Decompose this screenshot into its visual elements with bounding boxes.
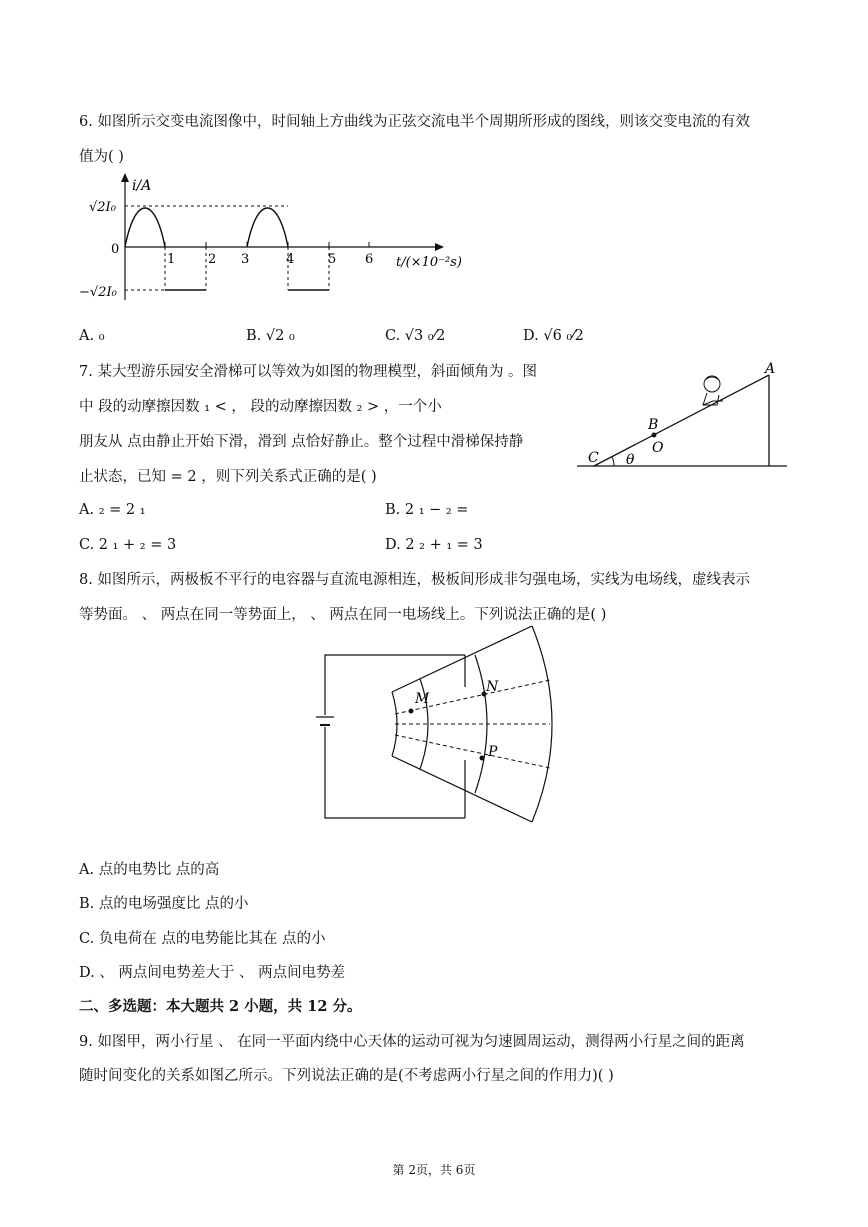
q7-label-c: C xyxy=(588,450,599,466)
q6-y-axis-label: i/A xyxy=(132,178,152,194)
q6-line2: 值为( ) xyxy=(79,149,124,165)
q8-option-c[interactable]: C. 负电荷在 点的电势能比其在 点的小 xyxy=(79,931,326,947)
q8-option-d[interactable]: D. 、 两点间电势差大于 、 两点间电势差 xyxy=(79,965,346,981)
q7-line2: 中 段的动摩擦因数 ₁ < ， 段的动摩擦因数 ₂ > ，一个小 xyxy=(79,399,442,415)
q8-option-b[interactable]: B. 点的电场强度比 点的小 xyxy=(79,896,249,912)
q7-label-theta: θ xyxy=(626,452,635,468)
q7-label-o: O xyxy=(652,440,664,456)
q7-label-a: A xyxy=(765,361,776,377)
q9-line1: 9. 如图甲，两小行星 、 在同一平面内绕中心天体的运动可视为匀速圆周运动，测得两小行星之间的距离 xyxy=(79,1034,745,1050)
q7-label-b: B xyxy=(648,417,659,433)
q8-label-m: M xyxy=(415,691,430,707)
q7-line3: 朋友从 点由静止开始下滑，滑到 点恰好静止。整个过程中滑梯保持静 xyxy=(79,434,524,450)
q6-option-d[interactable]: D. √6 ₀⁄2 xyxy=(523,328,584,344)
q8-label-n: N xyxy=(486,679,499,695)
q6-x-tick-5: 5 xyxy=(328,252,337,267)
q6-option-a[interactable]: A. ₀ xyxy=(79,328,105,344)
q7-option-c[interactable]: C. 2 ₁ + ₂ = 3 xyxy=(79,537,177,553)
q6-origin-label: 0 xyxy=(111,242,120,257)
q8-option-a[interactable]: A. 点的电势比 点的高 xyxy=(79,862,220,878)
q7-option-a[interactable]: A. ₂ = 2 ₁ xyxy=(79,502,146,518)
q6-x-tick-2: 2 xyxy=(208,252,217,267)
q6-x-axis-label: t/(×10⁻²s) xyxy=(396,255,462,270)
q6-current-graph xyxy=(75,170,475,310)
q6-y-bottom-label: −√2I₀ xyxy=(79,285,117,300)
q7-option-b[interactable]: B. 2 ₁ − ₂ = xyxy=(385,502,469,518)
q7-line4: 止状态，已知 = 2 ，则下列关系式正确的是( ) xyxy=(79,469,377,485)
q6-x-tick-1: 1 xyxy=(167,252,176,267)
q6-x-tick-4: 4 xyxy=(286,252,295,267)
q6-option-b[interactable]: B. √2 ₀ xyxy=(246,328,295,344)
q9-line2: 随时间变化的关系如图乙所示。下列说法正确的是(不考虑两小行星之间的作用力)( ) xyxy=(79,1068,614,1084)
q8-line2: 等势面。 、 两点在同一等势面上， 、 两点在同一电场线上。下列说法正确的是( ) xyxy=(79,607,607,623)
q6-x-tick-3: 3 xyxy=(241,252,250,267)
q8-capacitor-figure xyxy=(310,625,560,825)
q7-slide-figure xyxy=(572,358,802,478)
q8-line1: 8. 如图所示，两极板不平行的电容器与直流电源相连，极板间形成非匀强电场，实线为电场线，虚线表示 xyxy=(79,572,750,588)
q8-label-p: P xyxy=(488,744,498,760)
q6-option-c[interactable]: C. √3 ₀⁄2 xyxy=(385,328,446,344)
child-icon xyxy=(703,376,723,405)
page-footer: 第 2页，共 6页 xyxy=(392,1163,476,1177)
q6-line1: 6. 如图所示交变电流图像中，时间轴上方曲线为正弦交流电半个周期所形成的图线，则该交变电流的有效 xyxy=(79,114,750,130)
q7-option-d[interactable]: D. 2 ₂ + ₁ = 3 xyxy=(385,537,483,553)
q6-y-top-label: √2I₀ xyxy=(89,200,116,215)
q6-x-tick-6: 6 xyxy=(365,252,374,267)
section-heading: 二、多选题：本大题共 2 小题，共 12 分。 xyxy=(79,998,362,1015)
q7-line1: 7. 某大型游乐园安全滑梯可以等效为如图的物理模型，斜面倾角为 。图 xyxy=(79,364,538,380)
